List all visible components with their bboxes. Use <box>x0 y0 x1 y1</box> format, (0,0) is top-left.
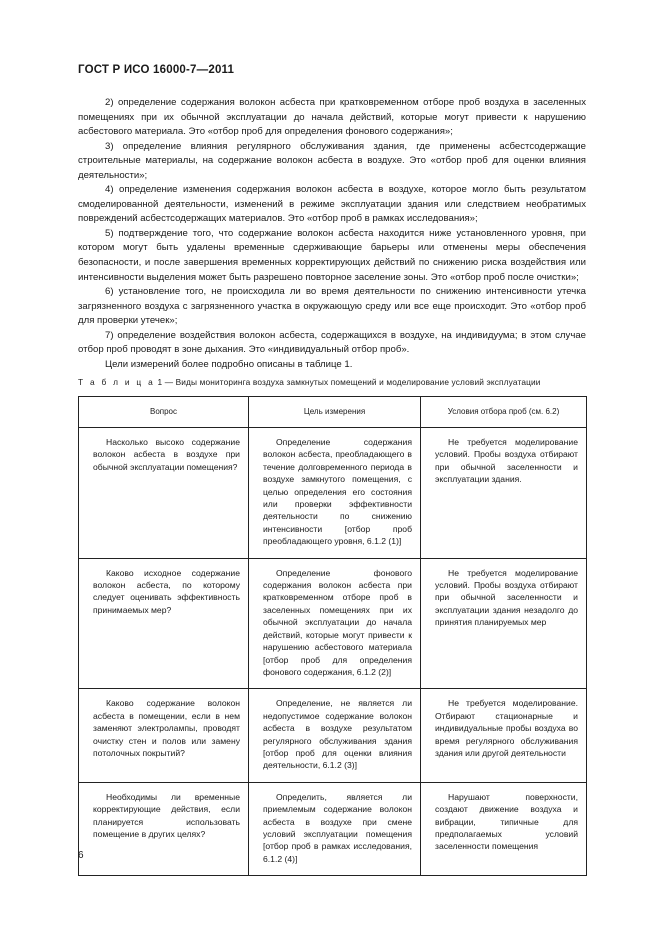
column-header-purpose: Цель измерения <box>249 397 421 428</box>
table-row <box>79 689 587 782</box>
page-number: 6 <box>78 850 84 861</box>
table-cell-conditions: Не требуется моделирование. Отбирают стационарные и индивидуальные пробы воздуха во время регулярного обслуживания здания или другой деятельности <box>421 689 587 782</box>
paragraph-item-6: 6) установление того, не происходила ли во время деятельности по снижению интенсивности утечка загрязненного воздуха с загрязненного участка в окружающую среду или все еще происходит. Это «отбор проб для проверки утечек»; <box>78 286 586 327</box>
table-cell-conditions: Не требуется моделирование условий. Пробы воздуха отбирают при обычной заселенности и эксплуатации здания. <box>421 428 587 559</box>
paragraph-item-7: 7) определение воздействия волокон асбеста, содержащихся в воздухе, на индивидуума; в этом случае отбор проб проводят в зоне дыхания. Это «индивидуальный отбор проб». <box>78 329 586 356</box>
document-header: ГОСТ Р ИСО 16000-7—2011 <box>78 64 235 76</box>
table-caption-text: 1 — Виды мониторинга воздуха замкнутых помещений и моделирование условий эксплуатации <box>155 377 541 387</box>
table-cell-question: Каково исходное содержание волокон асбеста, по которому следует оценивать эффективность принимаемых мер? <box>79 558 249 689</box>
table-header-row <box>79 397 587 428</box>
table-cell-purpose: Определение содержания волокон асбеста, преобладающего в течение долговременного периода в воздухе замкнутого помещения, с целью определения его состояния или проверки эффективности деятельности по снижению интенсивности [отбор проб преобладающего уровня, 6.1.2 (1)] <box>249 428 421 559</box>
paragraph-item-2: 2) определение содержания волокон асбеста при кратковременном отборе проб воздуха в заселенных помещениях при их обычной эксплуатации до начала действий, которые могут привести к нарушению асбестового материала. Это «отбор проб для определения фонового содержания»; <box>78 97 586 138</box>
table-row <box>79 782 587 875</box>
table-cell-conditions: Нарушают поверхности, создают движение воздуха и вибрации, типичные для предполагаемых условий заселенности помещения <box>421 782 587 875</box>
table-cell-question: Насколько высоко содержание волокон асбеста в воздухе при обычной эксплуатации помещения? <box>79 428 249 559</box>
body-text <box>78 96 586 372</box>
paragraph-item-5: 5) подтверждение того, что содержание волокон асбеста находится ниже установленного уровня, при котором могут быть удалены временные сдерживающие барьеры или отменены меры обеспечения безопасности, и после завершения временных корректирующих действий по снижению риска воздействия или интенсивности выделения может быть разрешено повторное заселение зоны. Это «отбор проб после очистки»; <box>78 227 586 283</box>
table-row <box>79 558 587 689</box>
table-row <box>79 428 587 559</box>
monitoring-table <box>78 396 587 876</box>
paragraph-item-3: 3) определение влияния регулярного обслуживания здания, где применены асбестсодержащие строительные материалы, на содержание волокон асбеста в воздухе. Это «отбор проб для оценки влияния деятельности»; <box>78 140 586 181</box>
table-cell-purpose: Определение, не является ли недопустимое содержание волокон асбеста в воздухе результатом регулярного обслуживания здания [отбор проб для оценки влияния деятельности, 6.1.2 (3)] <box>249 689 421 782</box>
table-cell-question: Каково содержание волокон асбеста в помещении, если в нем заменяют электролампы, проводят очистку стен и полов или замену потолочных покрытий? <box>79 689 249 782</box>
paragraph-table-reference: Цели измерений более подробно описаны в таблице 1. <box>105 358 353 370</box>
table-caption-label: Т а б л и ц а <box>78 377 156 387</box>
table-cell-question: Необходимы ли временные корректирующие действия, если планируется использовать помещение в других целях? <box>79 782 249 875</box>
table-cell-purpose: Определить, является ли приемлемым содержание волокон асбеста в воздухе при смене условий эксплуатации помещения [отбор проб в рамках исследования, 6.1.2 (4)] <box>249 782 421 875</box>
paragraph-item-4: 4) определение изменения содержания волокон асбеста в воздухе, которое могло быть результатом смоделированной деятельности, изменений в режиме эксплуатации здания или следствием необратимых повреждений асбестсодержащих материалов. Это «отбор проб в рамках исследования»; <box>78 184 586 225</box>
table-cell-purpose: Определение фонового содержания волокон асбеста при кратковременном отборе проб в заселенных помещениях при их обычной эксплуатации до начала действий, которые могут привести к нарушению асбестового материала [отбор проб для определения фонового содержания, 6.1.2 (2)] <box>249 558 421 689</box>
table-caption <box>78 377 598 387</box>
column-header-conditions: Условия отбора проб (см. 6.2) <box>421 397 587 428</box>
column-header-question: Вопрос <box>79 397 249 428</box>
table-cell-conditions: Не требуется моделирование условий. Пробы воздуха отбирают при обычной заселенности и эксплуатации здания незадолго до принятия планируемых мер <box>421 558 587 689</box>
